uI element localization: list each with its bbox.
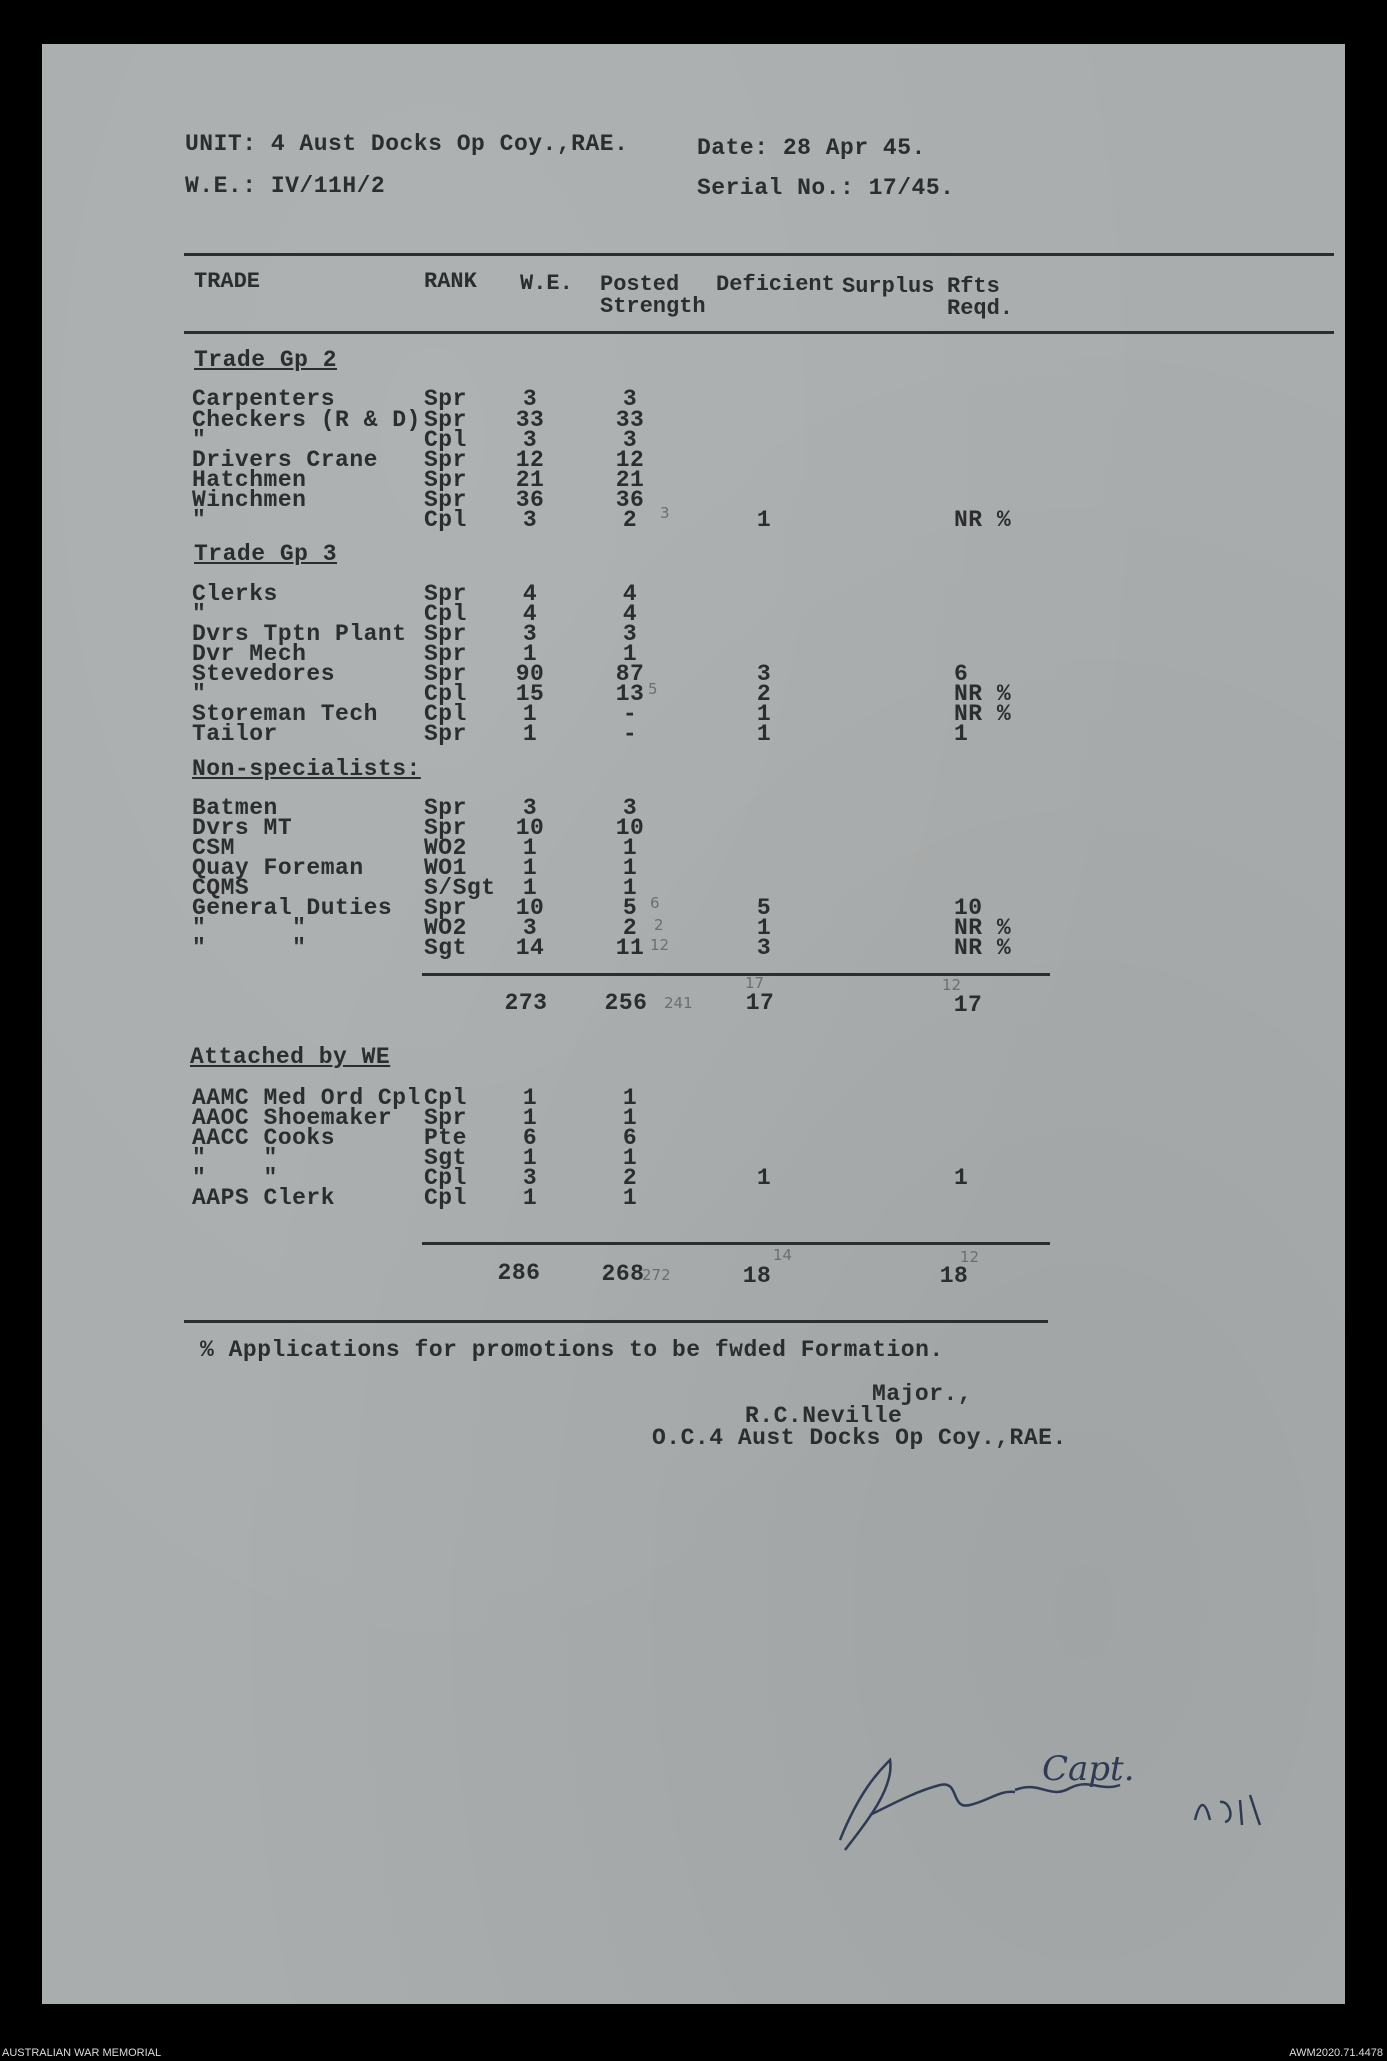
rank-cell: Spr bbox=[424, 721, 467, 747]
deficient-cell: 1 bbox=[756, 701, 772, 727]
pencil-mark: 2 bbox=[654, 916, 664, 934]
posted-cell: 1 bbox=[622, 1105, 638, 1131]
rank-cell: Sgt bbox=[424, 1145, 467, 1171]
pencil-mark: 12 bbox=[650, 936, 670, 954]
trade-cell: Tailor bbox=[192, 721, 278, 747]
rank-cell: WO1 bbox=[424, 855, 467, 881]
col-posted-2: Strength bbox=[600, 294, 706, 319]
rank-cell: Cpl bbox=[424, 701, 467, 727]
pencil-mark: 3 bbox=[660, 504, 670, 522]
trade-cell: " " bbox=[192, 935, 307, 961]
col-posted-1: Posted bbox=[600, 272, 680, 297]
total-posted: 268 bbox=[601, 1261, 645, 1287]
pencil-mark: 17 bbox=[745, 974, 765, 992]
we-cell: 3 bbox=[522, 427, 538, 453]
rfts-cell: 6 bbox=[954, 661, 969, 687]
posted-cell: 1 bbox=[622, 1085, 638, 1111]
posted-cell: 3 bbox=[622, 386, 638, 412]
trade-cell: Batmen bbox=[192, 795, 278, 821]
we-cell: 1 bbox=[522, 855, 538, 881]
col-rfts-1: Rfts bbox=[947, 274, 1000, 299]
deficient-cell: 1 bbox=[756, 915, 772, 941]
pencil-mark: 272 bbox=[642, 1266, 671, 1284]
posted-cell: 1 bbox=[622, 835, 638, 861]
we-cell: 3 bbox=[522, 795, 538, 821]
rank-cell: Cpl bbox=[424, 427, 467, 453]
col-deficient: Deficient bbox=[716, 272, 835, 297]
signatory-name: R.C.Neville bbox=[745, 1403, 903, 1429]
trade-cell: AAOC Shoemaker bbox=[192, 1105, 393, 1131]
document-page bbox=[42, 44, 1345, 2004]
deficient-cell: 2 bbox=[756, 681, 772, 707]
trade-cell: Dvr Mech bbox=[192, 641, 307, 667]
trade-cell: Clerks bbox=[192, 581, 278, 607]
rank-cell: Spr bbox=[424, 621, 467, 647]
trade-cell: " bbox=[192, 507, 207, 533]
posted-cell: 2 bbox=[622, 507, 638, 533]
rfts-cell: NR % bbox=[954, 681, 1012, 707]
posted-cell: 4 bbox=[622, 601, 638, 627]
we-cell: 6 bbox=[522, 1125, 538, 1151]
we-cell: 1 bbox=[522, 1145, 538, 1171]
posted-cell: 13 bbox=[615, 681, 645, 707]
posted-cell: 10 bbox=[615, 815, 645, 841]
deficient-cell: 1 bbox=[756, 1165, 772, 1191]
posted-cell: 3 bbox=[622, 795, 638, 821]
deficient-cell: 3 bbox=[756, 935, 772, 961]
section-non-specialists: Non-specialists: bbox=[192, 756, 421, 782]
subtotal-we: 273 bbox=[504, 990, 548, 1016]
footer-institution: AUSTRALIAN WAR MEMORIAL bbox=[2, 2047, 162, 2059]
we-cell: 14 bbox=[515, 935, 545, 961]
posted-cell: 1 bbox=[622, 855, 638, 881]
trade-cell: Storeman Tech bbox=[192, 701, 378, 727]
posted-cell: - bbox=[622, 701, 638, 727]
we-cell: 33 bbox=[515, 407, 545, 433]
posted-cell: 11 bbox=[615, 935, 645, 961]
we-cell: 36 bbox=[515, 487, 545, 513]
posted-cell: 1 bbox=[622, 1185, 638, 1211]
trade-cell: Winchmen bbox=[192, 487, 307, 513]
rank-cell: Spr bbox=[424, 815, 467, 841]
posted-cell: 1 bbox=[622, 875, 638, 901]
trade-cell: " " bbox=[192, 1165, 278, 1191]
deficient-cell: 1 bbox=[756, 507, 772, 533]
col-rfts-2: Reqd. bbox=[947, 296, 1014, 321]
subtotal-posted: 256 bbox=[604, 990, 648, 1016]
rfts-cell: 1 bbox=[954, 1165, 969, 1191]
we-cell: 1 bbox=[522, 875, 538, 901]
we-cell: 90 bbox=[515, 661, 545, 687]
trade-cell: AAPS Clerk bbox=[192, 1185, 336, 1211]
we-line: W.E.: IV/11H/2 bbox=[185, 173, 386, 199]
posted-cell: 2 bbox=[622, 1165, 638, 1191]
posted-cell: 12 bbox=[615, 447, 645, 473]
trade-cell: Dvrs Tptn Plant bbox=[192, 621, 407, 647]
posted-cell: 1 bbox=[622, 641, 638, 667]
footer-accession: AWM2020.71.4478 bbox=[1289, 2047, 1383, 2059]
deficient-cell: 5 bbox=[756, 895, 772, 921]
we-cell: 1 bbox=[522, 641, 538, 667]
we-cell: 1 bbox=[522, 1185, 538, 1211]
we-cell: 1 bbox=[522, 835, 538, 861]
posted-cell: 6 bbox=[622, 1125, 638, 1151]
rank-cell: Spr bbox=[424, 1105, 467, 1131]
we-cell: 1 bbox=[522, 1105, 538, 1131]
signatory-title: O.C.4 Aust Docks Op Coy.,RAE. bbox=[652, 1425, 1067, 1451]
trade-cell: Checkers (R & D) bbox=[192, 407, 421, 433]
posted-cell: - bbox=[622, 721, 638, 747]
we-cell: 21 bbox=[515, 467, 545, 493]
rank-cell: Pte bbox=[424, 1125, 467, 1151]
we-cell: 3 bbox=[522, 621, 538, 647]
rank-cell: Cpl bbox=[424, 681, 467, 707]
pencil-mark: 241 bbox=[664, 994, 693, 1012]
total-rule bbox=[422, 1242, 1050, 1245]
col-rank: RANK bbox=[424, 269, 477, 294]
section-trade-gp-2: Trade Gp 2 bbox=[194, 347, 338, 373]
posted-cell: 5 bbox=[622, 895, 638, 921]
date-line: Date: 28 Apr 45. bbox=[697, 135, 926, 161]
rank-cell: Cpl bbox=[424, 507, 467, 533]
we-cell: 15 bbox=[515, 681, 545, 707]
section-attached-by-we: Attached by WE bbox=[190, 1044, 391, 1070]
rfts-cell: NR % bbox=[954, 701, 1012, 727]
we-cell: 12 bbox=[515, 447, 545, 473]
trade-cell: " bbox=[192, 427, 207, 453]
unit-line: UNIT: 4 Aust Docks Op Coy.,RAE. bbox=[185, 131, 629, 157]
pencil-mark: 5 bbox=[648, 680, 658, 698]
trade-cell: Carpenters bbox=[192, 386, 336, 412]
subtotal-deficient: 17 bbox=[745, 990, 775, 1016]
col-surplus: Surplus bbox=[842, 274, 935, 299]
subtotal-rfts: 17 bbox=[953, 992, 983, 1018]
posted-cell: 36 bbox=[615, 487, 645, 513]
we-cell: 4 bbox=[522, 601, 538, 627]
rank-cell: WO2 bbox=[424, 835, 467, 861]
total-deficient: 18 bbox=[742, 1263, 772, 1289]
trade-cell: General Duties bbox=[192, 895, 393, 921]
deficient-cell: 1 bbox=[756, 721, 772, 747]
trade-cell: Quay Foreman bbox=[192, 855, 364, 881]
pencil-mark: 12 bbox=[942, 976, 962, 994]
header-bottom-rule bbox=[184, 331, 1334, 334]
total-we: 286 bbox=[497, 1260, 541, 1286]
we-cell: 1 bbox=[522, 721, 538, 747]
trade-cell: Hatchmen bbox=[192, 467, 307, 493]
promotion-note: % Applications for promotions to be fwded Formation. bbox=[200, 1337, 944, 1363]
trade-cell: Dvrs MT bbox=[192, 815, 293, 841]
trade-cell: CQMS bbox=[192, 875, 250, 901]
trade-cell: AAMC Med Ord Cpl bbox=[192, 1085, 421, 1111]
posted-cell: 33 bbox=[615, 407, 645, 433]
rfts-cell: NR % bbox=[954, 507, 1012, 533]
we-cell: 10 bbox=[515, 895, 545, 921]
rank-cell: Spr bbox=[424, 407, 467, 433]
pencil-mark: 12 bbox=[960, 1248, 980, 1266]
col-we: W.E. bbox=[520, 271, 573, 296]
trade-cell: Stevedores bbox=[192, 661, 336, 687]
trade-cell: AACC Cooks bbox=[192, 1125, 336, 1151]
serial-line: Serial No.: 17/45. bbox=[697, 175, 955, 201]
we-cell: 3 bbox=[522, 507, 538, 533]
trade-cell: " bbox=[192, 601, 207, 627]
header-top-rule bbox=[184, 253, 1334, 256]
rank-cell: S/Sgt bbox=[424, 875, 496, 901]
trade-cell: " bbox=[192, 681, 207, 707]
handwritten-signature bbox=[800, 1730, 1280, 1880]
posted-cell: 87 bbox=[615, 661, 645, 687]
rank-cell: Spr bbox=[424, 581, 467, 607]
we-cell: 1 bbox=[522, 1085, 538, 1111]
note-rule bbox=[184, 1320, 1048, 1323]
pencil-mark: 6 bbox=[650, 894, 660, 912]
trade-cell: " " bbox=[192, 915, 307, 941]
rank-cell: Spr bbox=[424, 467, 467, 493]
rank-cell: Cpl bbox=[424, 601, 467, 627]
rank-cell: Cpl bbox=[424, 1185, 467, 1211]
we-cell: 3 bbox=[522, 386, 538, 412]
handwritten-capt: Capt. bbox=[1042, 1749, 1135, 1789]
total-rfts: 18 bbox=[939, 1263, 969, 1289]
trade-cell: " " bbox=[192, 1145, 278, 1171]
trade-cell: CSM bbox=[192, 835, 235, 861]
rfts-cell: 1 bbox=[954, 721, 969, 747]
trade-cell: Drivers Crane bbox=[192, 447, 378, 473]
rfts-cell: NR % bbox=[954, 935, 1012, 961]
posted-cell: 4 bbox=[622, 581, 638, 607]
section-trade-gp-3: Trade Gp 3 bbox=[194, 541, 338, 567]
rank-cell: Cpl bbox=[424, 1165, 467, 1191]
posted-cell: 3 bbox=[622, 621, 638, 647]
we-cell: 10 bbox=[515, 815, 545, 841]
rank-cell: Cpl bbox=[424, 1085, 467, 1111]
pencil-mark: 14 bbox=[773, 1246, 793, 1264]
posted-cell: 21 bbox=[615, 467, 645, 493]
posted-cell: 2 bbox=[622, 915, 638, 941]
rank-cell: WO2 bbox=[424, 915, 467, 941]
rank-cell: Sgt bbox=[424, 935, 467, 961]
col-trade: TRADE bbox=[194, 269, 261, 294]
rfts-cell: NR % bbox=[954, 915, 1012, 941]
we-cell: 3 bbox=[522, 1165, 538, 1191]
rank-cell: Spr bbox=[424, 386, 467, 412]
rank-cell: Spr bbox=[424, 487, 467, 513]
we-cell: 3 bbox=[522, 915, 538, 941]
posted-cell: 1 bbox=[622, 1145, 638, 1171]
we-cell: 1 bbox=[522, 701, 538, 727]
rank-cell: Spr bbox=[424, 895, 467, 921]
rank-cell: Spr bbox=[424, 795, 467, 821]
rfts-cell: 10 bbox=[954, 895, 983, 921]
deficient-cell: 3 bbox=[756, 661, 772, 687]
we-cell: 4 bbox=[522, 581, 538, 607]
rank-cell: Spr bbox=[424, 641, 467, 667]
rank-cell: Spr bbox=[424, 661, 467, 687]
signatory-rank: Major., bbox=[872, 1381, 973, 1407]
posted-cell: 3 bbox=[622, 427, 638, 453]
rank-cell: Spr bbox=[424, 447, 467, 473]
